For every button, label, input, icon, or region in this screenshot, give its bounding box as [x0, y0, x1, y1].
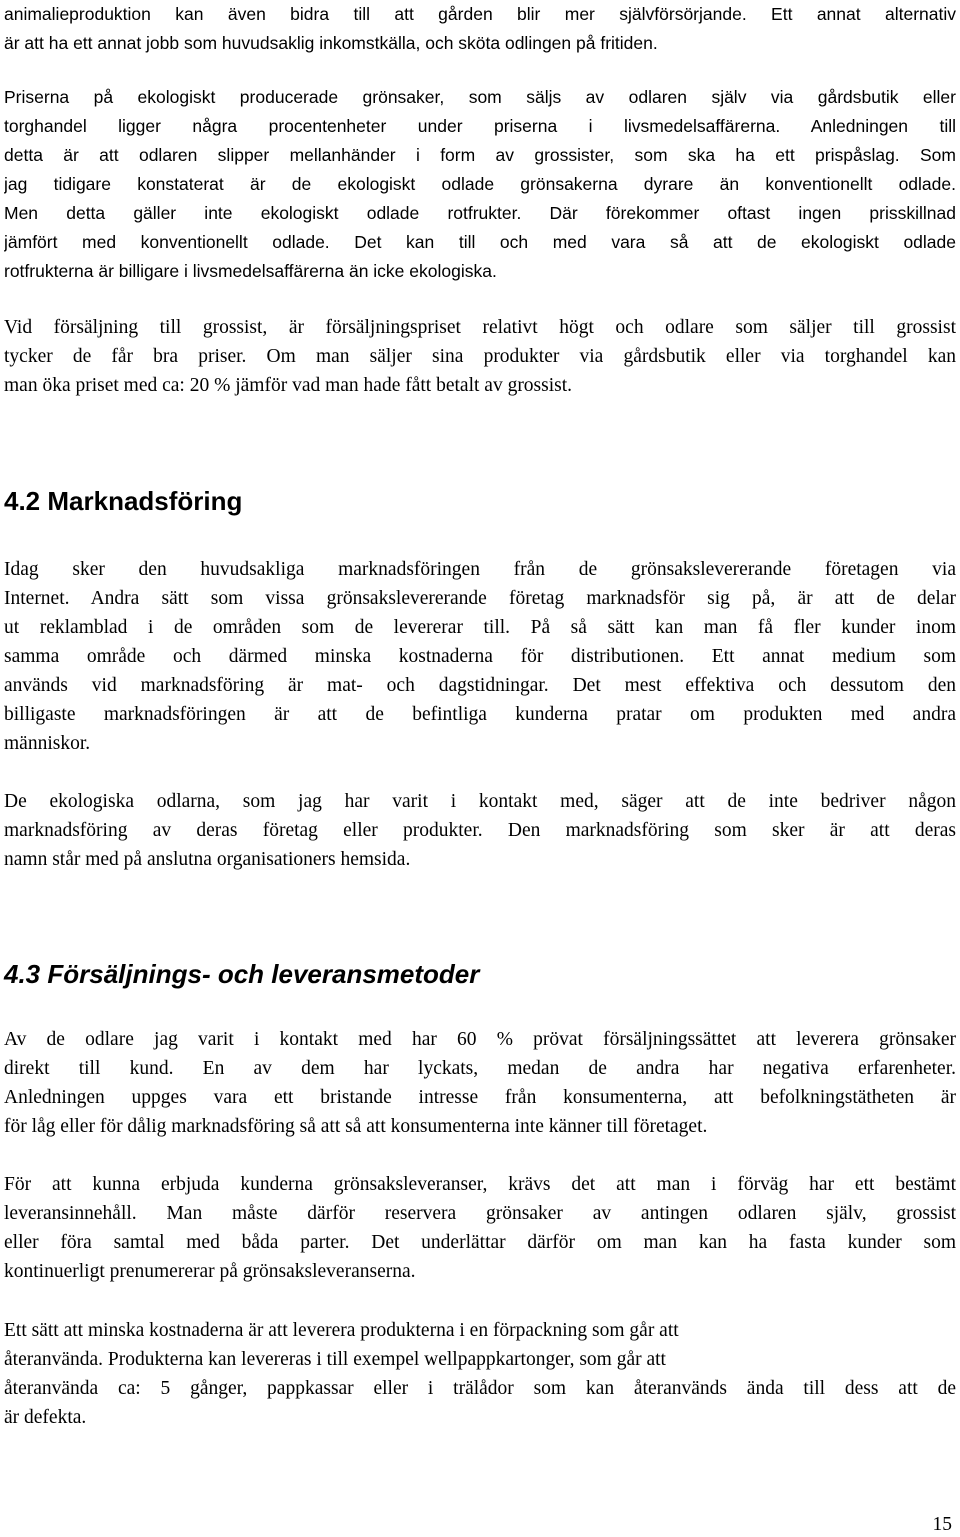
paragraph-line: namn står med på anslutna organisationers hemsida.: [4, 849, 411, 870]
paragraph-line: är att ha ett annat jobb som huvudsaklig inkomstkälla, och sköta odlingen på fritiden.: [4, 33, 658, 53]
paragraph-7: [4, 1170, 956, 1286]
paragraph-line: eller föra samtal med båda parter. Det underlättar därför om man kan ha fasta kunder som: [4, 1232, 956, 1253]
paragraph-line: för låg eller för dålig marknadsföring så att så att konsumenterna inte känner till företaget.: [4, 1116, 708, 1137]
paragraph-line: För att kunna erbjuda kunderna grönsaksleveranser, krävs det att man i förväg har ett bestämt: [4, 1174, 956, 1195]
paragraph-line: människor.: [4, 733, 91, 754]
paragraph-line: ut reklamblad i de områden som de levererar till. På så sätt kan man få fler kunder inom: [4, 617, 956, 638]
paragraph-line: torghandel ligger några procentenheter under priserna i livsmedelsaffärerna. Anledningen till: [4, 116, 956, 136]
paragraph-line: jag tidigare konstaterat är de ekologiskt odlade grönsakerna dyrare än konventionellt odlade.: [4, 174, 956, 194]
paragraph-line: Internet. Andra sätt som vissa grönsakslevererande företag marknadsför sig på, är att de delar: [4, 588, 956, 609]
section-heading-4-3: 4.3 Försäljnings- och leveransmetoder: [4, 959, 480, 989]
paragraph-line: Av de odlare jag varit i kontakt med har 60 % prövat försäljningssättet att leverera grönsaker: [4, 1029, 956, 1050]
paragraph-line: rotfrukterna är billigare i livsmedelsaffärerna än icke ekologiska.: [4, 261, 497, 281]
paragraph-3: [4, 313, 956, 400]
paragraph-line: detta är att odlaren slipper mellanhänder i form av grossister, som ska ha ett prispåslag. Som: [4, 145, 956, 165]
paragraph-line: animalieproduktion kan även bidra till att gården blir mer självförsörjande. Ett annat alternativ: [4, 4, 956, 24]
paragraph-line: kontinuerligt prenumererar på grönsaksleveranserna.: [4, 1261, 416, 1282]
paragraph-line: billigaste marknadsföringen är att de befintliga kunderna pratar om produkten med andra: [4, 704, 956, 725]
paragraph-line: Ett sätt att minska kostnaderna är att leverera produkterna i en förpackning som går att: [4, 1320, 679, 1341]
paragraph-line: Men detta gäller inte ekologiskt odlade rotfrukter. Där förekommer oftast ingen prisskillnad: [4, 203, 956, 223]
paragraph-5: [4, 787, 956, 874]
paragraph-line: leveransinnehåll. Man måste därför reservera grönsaker av antingen odlaren själv, grossist: [4, 1203, 956, 1224]
paragraph-1: [4, 0, 956, 58]
paragraph-line: jämfört med konventionellt odlade. Det kan till och med vara så att de ekologiskt odlade: [4, 232, 956, 252]
paragraph-line: marknadsföring av deras företag eller produkter. Den marknadsföring som sker är att deras: [4, 820, 956, 841]
paragraph-line: samma område och därmed minska kostnaderna för distributionen. Ett annat medium som: [4, 646, 956, 667]
paragraph-line: Anledningen uppges vara ett bristande intresse från konsumenterna, att befolkningstätheten är: [4, 1087, 956, 1108]
paragraph-line: återanvända ca: 5 gånger, pappkassar eller i trälådor som kan återanvänds ända till dess att de: [4, 1378, 956, 1399]
section-heading-4-2: 4.2 Marknadsföring: [4, 486, 243, 516]
paragraph-line: De ekologiska odlarna, som jag har varit i kontakt med, säger att de inte bedriver någon: [4, 791, 956, 812]
paragraph-line: Idag sker den huvudsakliga marknadsföringen från de grönsakslevererande företagen via: [4, 559, 956, 580]
paragraph-line: är defekta.: [4, 1407, 87, 1428]
paragraph-4: [4, 555, 956, 758]
document-page: [4, 0, 956, 1537]
paragraph-6: [4, 1025, 956, 1141]
paragraph-line: används vid marknadsföring är mat- och dagstidningar. Det mest effektiva och dessutom den: [4, 675, 956, 696]
page-number: 15: [932, 1514, 952, 1535]
paragraph-line: Priserna på ekologiskt producerade grönsaker, som säljs av odlaren själv via gårdsbutik eller: [4, 87, 956, 107]
paragraph-line: direkt till kund. En av dem har lyckats, medan de andra har negativa erfarenheter.: [4, 1058, 956, 1079]
paragraph-line: återanvända. Produkterna kan levereras i till exempel wellpappkartonger, som går att: [4, 1349, 666, 1370]
paragraph-line: tycker de får bra priser. Om man säljer sina produkter via gårdsbutik eller via torghandel kan: [4, 346, 956, 367]
paragraph-line: Vid försäljning till grossist, är försäljningspriset relativt högt och odlare som säljer till grossist: [4, 317, 956, 338]
paragraph-line: man öka priset med ca: 20 % jämför vad man hade fått betalt av grossist.: [4, 375, 573, 396]
paragraph-2: [4, 83, 956, 286]
paragraph-8: [4, 1316, 956, 1432]
